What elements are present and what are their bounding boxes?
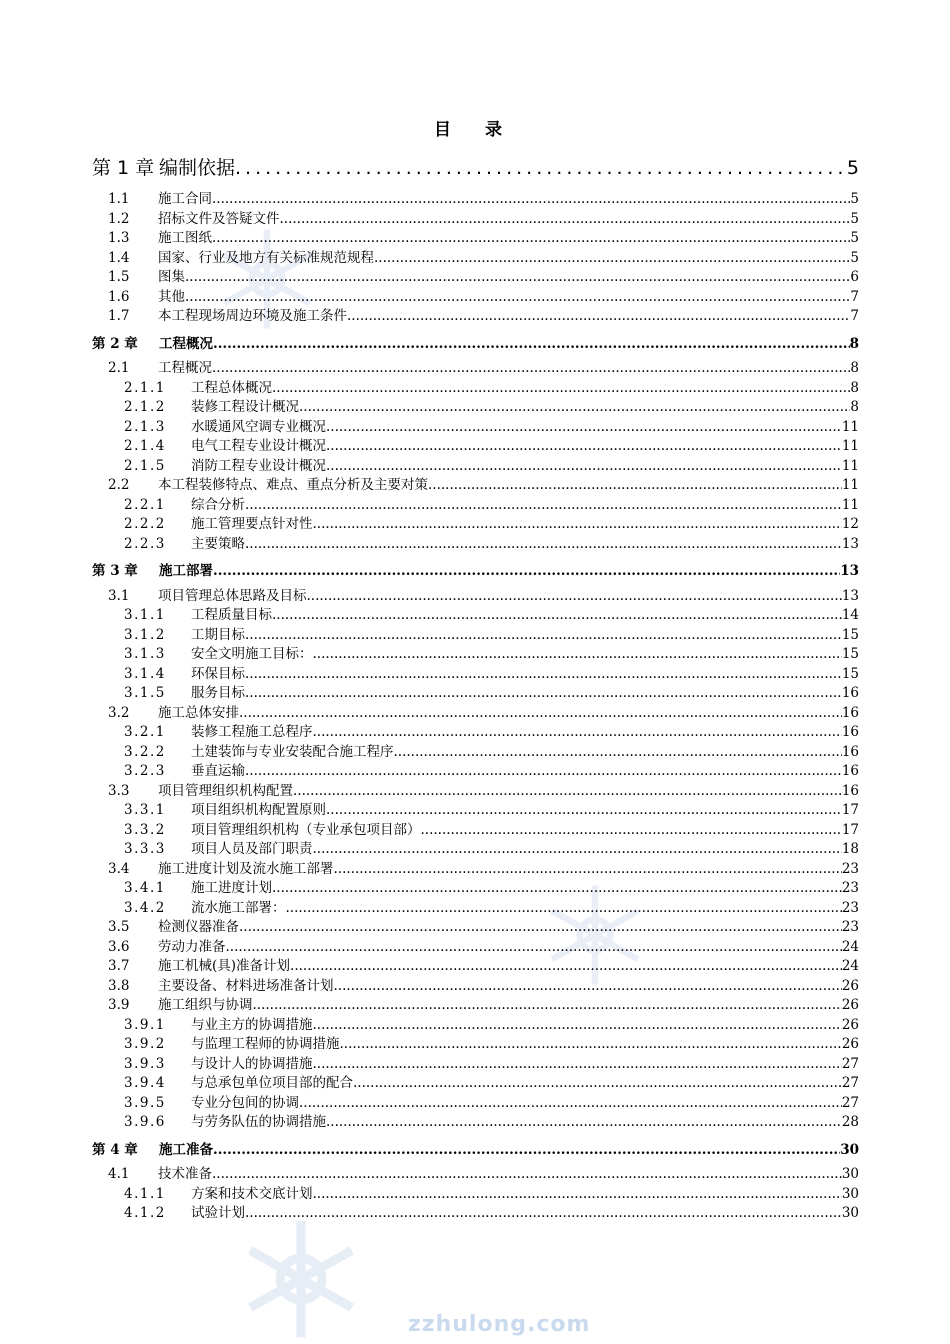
toc-entry-page: 12 [841, 516, 859, 532]
toc-entry-page: 13 [841, 535, 859, 552]
toc-entry-page: 17 [841, 802, 859, 818]
toc-entry-title: 水暖通风空调专业概况 [191, 418, 326, 435]
toc-entry-title: 其他 [158, 288, 185, 305]
toc-entry-number: 3.4.1 [124, 880, 166, 896]
toc-entry-number: 2.1.2 [124, 399, 166, 415]
toc-entry[interactable] [92, 226, 859, 246]
toc-entry-page: 30 [841, 1205, 859, 1221]
toc-entry-page: 26 [841, 1016, 859, 1033]
toc-entry[interactable] [92, 798, 859, 818]
toc-entry-page: 14 [841, 607, 859, 623]
toc-entry-title: 安全文明施工目标： [191, 646, 313, 662]
toc-entry-title: 国家、行业及地方有关标准规范规程 [158, 249, 374, 266]
toc-leader-dots [213, 1142, 840, 1158]
toc-entry-number: 2.2.2 [124, 516, 166, 532]
toc-entry-number: 3.2.2 [124, 743, 166, 760]
toc-entry[interactable] [92, 935, 859, 955]
toc-leader-dots [326, 458, 842, 474]
toc-entry[interactable] [92, 759, 859, 779]
toc-entry-page: 23 [841, 919, 859, 935]
toc-entry-page: 23 [841, 899, 859, 916]
toc-entry-page: 26 [841, 977, 859, 994]
toc-leader-dots [272, 607, 842, 623]
toc-entry-title: 工程总体概况 [191, 379, 272, 396]
toc-chapter-entry[interactable] [92, 1138, 859, 1158]
toc-leader-dots [245, 1205, 842, 1221]
toc-leader-dots [421, 822, 842, 838]
toc-entry[interactable] [92, 779, 859, 799]
toc-leader-dots [374, 250, 850, 266]
toc-leader-dots [290, 958, 842, 974]
toc-entry-number: 3.6 [108, 938, 130, 955]
toc-leader-dots [213, 336, 850, 352]
toc-entry-title: 施工总体安排 [158, 704, 239, 721]
toc-entry-title: 施工图纸 [158, 230, 212, 246]
toc-entry-number: 1.4 [108, 249, 130, 266]
toc-entry[interactable] [92, 1091, 859, 1111]
toc-entry-title: 主要策略 [191, 535, 245, 552]
toc-entry-title: 施工机械(具)准备计划 [158, 958, 291, 974]
toc-entry-page: 30 [841, 1166, 859, 1182]
toc-leader-dots [286, 900, 842, 916]
toc-entry[interactable] [92, 246, 859, 266]
toc-leader-dots [185, 269, 850, 285]
toc-entry-page: 16 [841, 743, 859, 760]
toc-entry-page: 17 [841, 821, 859, 838]
toc-entry[interactable] [92, 1110, 859, 1130]
toc-entry-number: 3.9.1 [124, 1016, 166, 1033]
toc-chapter-entry[interactable] [92, 153, 859, 183]
toc-entry-number: 1.5 [108, 269, 130, 285]
toc-entry-number: 1.7 [108, 308, 130, 324]
toc-entry-page: 5 [850, 249, 859, 266]
toc-entry-title: 与监理工程师的协调措施 [191, 1036, 340, 1052]
toc-entry-page: 27 [841, 1094, 859, 1111]
toc-entry-title: 劳动力准备 [158, 938, 226, 955]
toc-entry[interactable] [92, 512, 859, 532]
toc-entry[interactable] [92, 642, 859, 662]
toc-entry-title: 方案和技术交底计划 [191, 1185, 313, 1202]
toc-entry[interactable] [92, 1201, 859, 1221]
toc-entry-number: 3.2.1 [124, 724, 166, 740]
toc-entry-title: 项目管理组织机构配置 [158, 782, 293, 799]
toc-entry-page: 15 [841, 665, 859, 682]
toc-entry-number: 3.9.3 [124, 1055, 166, 1072]
toc-entry-title: 项目管理组织机构（专业承包项目部） [191, 821, 421, 838]
toc-entry-number: 2.2.3 [124, 535, 166, 552]
toc-leader-dots [245, 685, 842, 701]
toc-entry[interactable] [92, 993, 859, 1013]
toc-entry-page: 13 [841, 587, 859, 604]
toc-entry-number: 3.7 [108, 958, 130, 974]
toc-leader-dots [212, 191, 850, 207]
toc-entry-page: 7 [850, 308, 859, 324]
toc-entry-number: 3.1.2 [124, 626, 166, 643]
toc-entry-title: 检测仪器准备 [158, 919, 239, 935]
table-of-contents [92, 153, 859, 1221]
toc-entry-title: 本工程现场周边环境及施工条件 [158, 308, 347, 324]
toc-leader-dots [313, 841, 842, 857]
toc-entry-page: 26 [841, 997, 859, 1013]
toc-entry-number: 第 3 章 [92, 563, 138, 579]
toc-entry-page: 5 [850, 210, 859, 227]
toc-entry[interactable] [92, 532, 859, 552]
toc-entry-number: 2.2 [108, 477, 130, 493]
toc-leader-dots [245, 763, 842, 779]
toc-entry-number: 4.1.2 [124, 1205, 166, 1221]
toc-entry[interactable] [92, 207, 859, 227]
toc-entry[interactable] [92, 720, 859, 740]
toc-entry-title: 垂直运输 [191, 763, 245, 779]
toc-entry[interactable] [92, 1162, 859, 1182]
toc-entry[interactable] [92, 1071, 859, 1091]
toc-chapter-entry[interactable] [92, 559, 859, 579]
toc-entry-title: 专业分包间的协调 [191, 1094, 299, 1111]
toc-entry-number: 2.2.1 [124, 496, 166, 513]
toc-leader-dots [185, 289, 850, 305]
toc-entry-number: 3.9.5 [124, 1094, 166, 1111]
toc-leader-dots [334, 861, 842, 877]
toc-entry[interactable] [92, 187, 859, 207]
toc-entry-number: 3.3.3 [124, 841, 166, 857]
toc-entry-number: 3.3.1 [124, 802, 166, 818]
toc-entry[interactable] [92, 974, 859, 994]
toc-entry-page: 11 [841, 477, 859, 493]
toc-leader-dots [280, 211, 851, 227]
toc-entry-title: 工程质量目标 [191, 607, 272, 623]
toc-entry-number: 4.1.1 [124, 1185, 166, 1202]
toc-entry-title: 图集 [158, 269, 185, 285]
toc-entry-title: 施工合同 [158, 191, 212, 207]
toc-entry[interactable] [92, 454, 859, 474]
watermark-logo-icon [236, 1214, 366, 1344]
toc-entry-page: 5 [850, 191, 859, 207]
toc-entry-number: 3.9.4 [124, 1075, 166, 1091]
toc-entry-page: 27 [841, 1055, 859, 1072]
toc-entry-page: 23 [841, 880, 859, 896]
toc-entry-title: 工期目标 [191, 626, 245, 643]
toc-entry-title: 项目管理总体思路及目标 [158, 587, 307, 604]
toc-entry-number: 3.3.2 [124, 821, 166, 838]
toc-entry-number: 3.4.2 [124, 899, 166, 916]
toc-leader-dots [313, 1056, 842, 1072]
toc-entry-page: 30 [840, 1141, 859, 1158]
toc-entry[interactable] [92, 584, 859, 604]
toc-entry-title: 消防工程专业设计概况 [191, 457, 326, 474]
toc-entry[interactable] [92, 915, 859, 935]
toc-entry[interactable] [92, 603, 859, 623]
toc-entry-number: 3.1 [108, 587, 130, 604]
toc-entry[interactable] [92, 857, 859, 877]
toc-entry-number: 3.3 [108, 782, 130, 799]
toc-entry[interactable] [92, 493, 859, 513]
toc-entry-number: 3.4 [108, 860, 130, 877]
toc-entry[interactable] [92, 681, 859, 701]
toc-entry-title: 装修工程施工总程序 [191, 724, 313, 740]
toc-entry[interactable] [92, 376, 859, 396]
toc-entry-number: 3.8 [108, 977, 130, 994]
toc-leader-dots [326, 1114, 842, 1130]
toc-leader-dots [313, 724, 842, 740]
toc-entry-title: 工程概况 [159, 335, 213, 352]
toc-entry-title: 主要设备、材料进场准备计划 [158, 977, 334, 994]
toc-entry-number: 3.1.5 [124, 685, 166, 701]
toc-leader-dots [212, 230, 850, 246]
toc-entry-title: 施工进度计划 [191, 880, 272, 896]
toc-entry-page: 8 [849, 335, 859, 352]
toc-entry-number: 第 2 章 [92, 335, 138, 352]
toc-entry-title: 土建装饰与专业安装配合施工程序 [191, 743, 394, 760]
toc-entry-page: 24 [841, 938, 859, 955]
toc-entry-page: 7 [850, 288, 859, 305]
toc-leader-dots [226, 939, 842, 955]
toc-entry-title: 施工组织与协调 [158, 997, 253, 1013]
toc-entry-page: 11 [841, 496, 859, 513]
toc-entry-title: 项目组织机构配置原则 [191, 802, 326, 818]
toc-leader-dots [307, 588, 842, 604]
toc-entry[interactable] [92, 623, 859, 643]
toc-entry-page: 16 [841, 685, 859, 701]
toc-entry[interactable] [92, 395, 859, 415]
toc-entry-title: 与设计人的协调措施 [191, 1055, 313, 1072]
toc-leader-dots [212, 1166, 842, 1182]
toc-entry-title: 环保目标 [191, 665, 245, 682]
toc-entry-page: 8 [850, 379, 859, 396]
toc-entry-number: 4.1 [108, 1166, 130, 1182]
toc-entry-number: 1.6 [108, 288, 130, 305]
toc-leader-dots [394, 744, 842, 760]
toc-entry-page: 30 [841, 1185, 859, 1202]
toc-entry-page: 8 [850, 399, 859, 415]
toc-entry-page: 11 [841, 418, 859, 435]
toc-entry-page: 8 [850, 360, 859, 376]
toc-entry-page: 27 [841, 1075, 859, 1091]
toc-entry[interactable] [92, 876, 859, 896]
toc-leader-dots [313, 1186, 842, 1202]
toc-entry-number: 1.1 [108, 191, 130, 207]
toc-entry[interactable] [92, 837, 859, 857]
toc-entry-title: 与劳务队伍的协调措施 [191, 1114, 326, 1130]
toc-entry-title: 施工进度计划及流水施工部署 [158, 860, 334, 877]
toc-leader-dots [272, 880, 842, 896]
toc-entry-title: 电气工程专业设计概况 [191, 438, 326, 454]
toc-entry[interactable] [92, 1032, 859, 1052]
toc-entry-number: 第 4 章 [92, 1141, 138, 1158]
toc-entry[interactable] [92, 1013, 859, 1033]
toc-entry-page: 11 [841, 438, 859, 454]
toc-entry-title: 与业主方的协调措施 [191, 1016, 313, 1033]
toc-entry-page: 16 [841, 782, 859, 799]
toc-leader-dots [245, 666, 842, 682]
toc-entry-page: 16 [841, 704, 859, 721]
toc-entry[interactable] [92, 415, 859, 435]
toc-entry[interactable] [92, 356, 859, 376]
toc-leader-dots [334, 978, 842, 994]
toc-entry-number: 3.1.3 [124, 646, 166, 662]
toc-leader-dots [239, 919, 842, 935]
toc-entry[interactable] [92, 662, 859, 682]
toc-entry[interactable] [92, 701, 859, 721]
toc-entry-page: 5 [850, 230, 859, 246]
toc-entry-title: 编制依据 [159, 157, 236, 179]
toc-entry-title: 综合分析 [191, 496, 245, 513]
toc-entry[interactable] [92, 740, 859, 760]
toc-leader-dots [313, 646, 842, 662]
toc-leader-dots [245, 627, 842, 643]
toc-entry-title: 流水施工部署： [191, 899, 286, 916]
toc-leader-dots [299, 1095, 842, 1111]
toc-entry-number: 1.2 [108, 210, 130, 227]
toc-leader-dots [212, 360, 850, 376]
toc-entry-number: 3.2.3 [124, 763, 166, 779]
toc-entry-number: 2.1.5 [124, 457, 166, 474]
toc-entry-number: 3.1.1 [124, 607, 166, 623]
toc-entry-page: 23 [841, 860, 859, 877]
toc-leader-dots [299, 399, 850, 415]
toc-entry-number: 3.9 [108, 997, 130, 1013]
toc-leader-dots [326, 802, 842, 818]
toc-leader-dots [239, 705, 842, 721]
toc-entry-number: 2.1.3 [124, 418, 166, 435]
toc-entry[interactable] [92, 304, 859, 324]
toc-entry-number: 3.1.4 [124, 665, 166, 682]
toc-entry-title: 技术准备 [158, 1166, 212, 1182]
toc-entry[interactable] [92, 954, 859, 974]
toc-entry-page: 28 [841, 1114, 859, 1130]
toc-entry-page: 5 [846, 157, 859, 179]
toc-leader-dots [213, 563, 840, 579]
toc-leader-dots [340, 1036, 842, 1052]
toc-entry-title: 项目人员及部门职责 [191, 841, 313, 857]
toc-entry-title: 服务目标 [191, 685, 245, 701]
toc-entry-page: 15 [841, 626, 859, 643]
toc-leader-dots [428, 477, 842, 493]
toc-entry-page: 26 [841, 1036, 859, 1052]
toc-entry-number: 1.3 [108, 230, 130, 246]
toc-entry-number: 3.5 [108, 919, 130, 935]
toc-entry[interactable] [92, 285, 859, 305]
toc-entry-page: 24 [841, 958, 859, 974]
toc-entry[interactable] [92, 1052, 859, 1072]
toc-entry-title: 装修工程设计概况 [191, 399, 299, 415]
toc-entry-page: 6 [850, 269, 859, 285]
toc-entry-number: 3.2 [108, 704, 130, 721]
toc-entry[interactable] [92, 1182, 859, 1202]
toc-leader-dots [313, 1017, 842, 1033]
toc-entry-page: 11 [841, 457, 859, 474]
toc-entry-page: 16 [841, 763, 859, 779]
toc-leader-dots [245, 497, 842, 513]
toc-title: 目 录 [434, 120, 516, 140]
toc-entry-title: 施工准备 [159, 1141, 213, 1158]
toc-entry[interactable] [92, 265, 859, 285]
toc-entry-number: 3.9.6 [124, 1114, 166, 1130]
toc-entry[interactable] [92, 818, 859, 838]
toc-leader-dots [235, 157, 847, 179]
toc-entry-title: 施工管理要点针对性 [191, 516, 313, 532]
toc-leader-dots [293, 783, 842, 799]
toc-entry-page: 18 [841, 841, 859, 857]
toc-leader-dots [353, 1075, 842, 1091]
toc-entry-title: 本工程装修特点、难点、重点分析及主要对策 [158, 477, 428, 493]
toc-leader-dots [326, 438, 842, 454]
toc-entry-number: 3.9.2 [124, 1036, 166, 1052]
toc-entry-number: 第 1 章 [92, 157, 155, 179]
toc-leader-dots [245, 536, 842, 552]
toc-leader-dots [347, 308, 850, 324]
toc-entry-number: 2.1.4 [124, 438, 166, 454]
toc-entry-title: 与总承包单位项目部的配合 [191, 1075, 353, 1091]
toc-entry-title: 工程概况 [158, 360, 212, 376]
toc-leader-dots [253, 997, 842, 1013]
toc-entry-page: 15 [841, 646, 859, 662]
toc-leader-dots [313, 516, 842, 532]
toc-entry-title: 试验计划 [191, 1205, 245, 1221]
toc-entry-page: 13 [840, 563, 859, 579]
toc-leader-dots [326, 419, 842, 435]
toc-entry[interactable] [92, 896, 859, 916]
toc-leader-dots [272, 380, 850, 396]
toc-entry-number: 2.1 [108, 360, 130, 376]
toc-entry[interactable] [92, 434, 859, 454]
toc-chapter-entry[interactable] [92, 332, 859, 352]
toc-entry-title: 施工部署 [159, 563, 213, 579]
watermark-text: zzhulong.com [408, 1312, 591, 1337]
toc-entry-title: 招标文件及答疑文件 [158, 210, 280, 227]
toc-entry-page: 16 [841, 724, 859, 740]
toc-entry-number: 2.1.1 [124, 379, 166, 396]
toc-entry[interactable] [92, 473, 859, 493]
